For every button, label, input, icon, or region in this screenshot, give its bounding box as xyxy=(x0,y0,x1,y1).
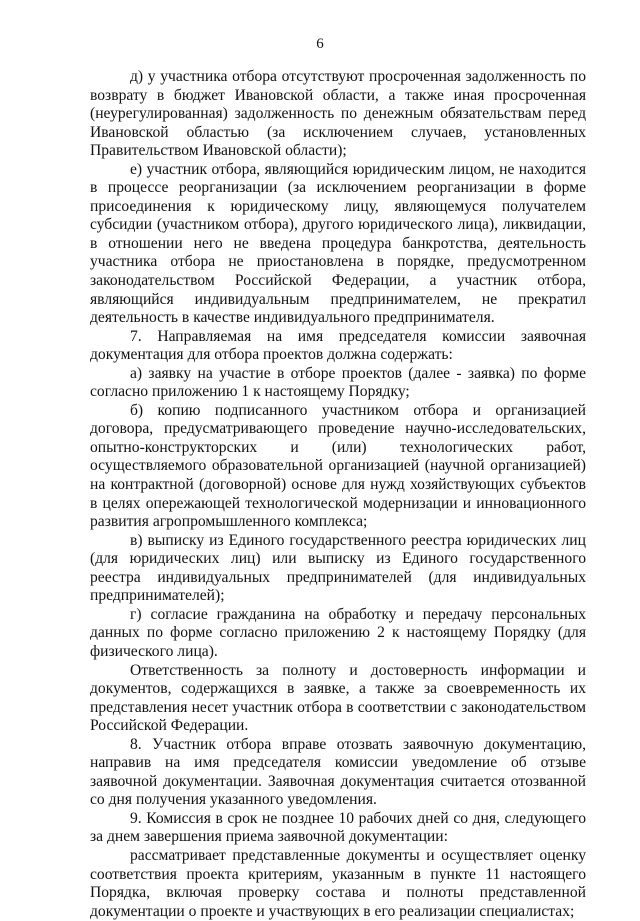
paragraph-e-no-reorganization: е) участник отбора, являющийся юридическим лицом, не находится в процессе реорганизации (за исключением реорганизации в форме присоединения к юридическому лицу, являющемуся получателем субсидии (участником отбора), другого юридического лица), ликвидации, в отношении него не введена процедура банкротства, деятельность участника отбора не приостановлена в порядке, предусмотренном законодательством Российской Федерации, а участник отбора, являющийся индивидуальным предпринимателем, не прекратил деятельность в качестве индивидуального предпринимателя. xyxy=(90,160,586,327)
paragraph-7-application-docs: 7. Направляемая на имя председателя комиссии заявочная документация для отбора проектов должна содержать: xyxy=(90,327,586,364)
paragraph-7a-application: а) заявку на участие в отборе проектов (далее - заявка) по форме согласно приложению 1 к настоящему Порядку; xyxy=(90,364,586,401)
page-number: 6 xyxy=(316,36,324,52)
paragraph-8-withdrawal: 8. Участник отбора вправе отозвать заявочную документацию, направив на имя председателя комиссии уведомление об отзыве заявочной документации. Заявочная документация считается отозванной со дня получения указанного уведомления. xyxy=(90,735,586,809)
paragraph-9-commission-review: 9. Комиссия в срок не позднее 10 рабочих дней со дня, следующего за днем завершения приема заявочной документации: xyxy=(90,809,586,846)
paragraph-7b-contract-copy: б) копию подписанного участником отбора и организацией договора, предусматривающего проведение научно-исследовательских, опытно-конструкторских и (или) технологических работ, осуществляемого образовательной организацией (научной организацией) на контрактной (договорной) основе для нужд хозяйствующих субъектов в целях опережающей технологической модернизации и инновационного развития агропромышленного комплекса; xyxy=(90,401,586,531)
paragraph-d-no-overdue-debt: д) у участника отбора отсутствуют просроченная задолженность по возврату в бюджет Ивановской области, а также иная просроченная (неурегулированная) задолженность по денежным обязательствам перед Ивановской областью (за исключением случаев, установленных Правительством Ивановской области); xyxy=(90,68,586,160)
paragraph-responsibility: Ответственность за полноту и достоверность информации и документов, содержащихся в заявке, а также за своевременность их представления несет участник отбора в соответствии с законодательством Российской Федерации. xyxy=(90,661,586,735)
paragraph-7g-personal-data-consent: г) согласие гражданина на обработку и передачу персональных данных по форме согласно приложению 2 к настоящему Порядку (для физического лица). xyxy=(90,605,586,660)
document-body xyxy=(90,68,586,921)
paragraph-7v-registry-extract: в) выписку из Единого государственного реестра юридических лиц (для юридических лиц) или выписку из Единого государственного реестра индивидуальных предпринимателей (для индивидуальных предпринимателей); xyxy=(90,531,586,605)
paragraph-9-review-documents: рассматривает представленные документы и осуществляет оценку соответствия проекта критериям, указанным в пункте 11 настоящего Порядка, включая проверку состава и полноты представленной документации о проекте и участвующих в его реализации специалистах; xyxy=(90,846,586,920)
